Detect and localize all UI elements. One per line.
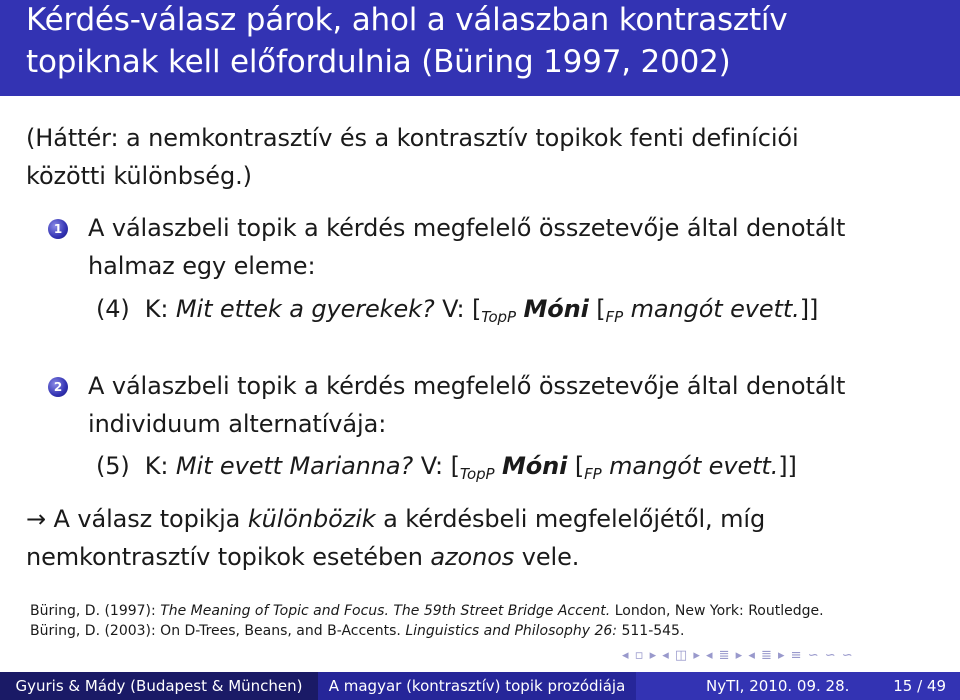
conclusion-emphasis: azonos [430,543,515,571]
topic-word: Móni [502,452,568,480]
conclusion-line-1 [26,505,765,533]
fp-bracket: [ [596,295,606,323]
fp-subscript: FP [605,308,624,326]
footer-bar [0,672,960,700]
conclusion-text: A válasz topikja [53,505,241,533]
closing-brackets: ]] [799,295,819,323]
answer-rest: mangót evett. [630,295,800,323]
enumeration-ball-2: 2 [48,377,68,397]
footer-page-number: 15 / 49 [893,677,946,695]
conclusion-text: vele. [521,543,580,571]
enumeration-ball-1: 1 [48,219,68,239]
item-2-line-2: individuum alternatívája: [88,410,387,438]
intro-line-1: (Háttér: a nemkontrasztív és a kontrasztív topikok fenti definíciói [26,124,799,152]
footer-event-page [636,672,960,700]
answer-prefix: V: [ [420,452,460,480]
beamer-navigation-icons[interactable]: ◂ ▫ ▸ ◂ ◫ ▸ ◂ ≣ ▸ ◂ ≣ ▸ ≡ ∽ ∽ ∽ [622,648,854,663]
fp-subscript: FP [584,465,602,483]
reference-journal: Linguistics and Philosophy 26: [405,623,618,639]
answer-prefix: V: [ [442,295,482,323]
question-prefix: K: [144,452,169,480]
footer-talk-title: A magyar (kontrasztív) topik prozódiája [318,672,636,700]
reference-author: Büring, D. (1997): [30,603,156,619]
item-1-line-1: A válaszbeli topik a kérdés megfelelő összetevője által denotált [88,214,846,242]
question-text: Mit ettek a gyerekek? [175,295,435,323]
arrow-icon: → [26,505,47,533]
title-bar [0,0,960,96]
conclusion-line-2 [26,543,579,571]
example-5 [96,452,797,483]
reference-2 [30,623,684,639]
item-2-line-1: A válaszbeli topik a kérdés megfelelő összetevője által denotált [88,372,846,400]
conclusion-text: a kérdésbeli megfelelőjétől, míg [383,505,766,533]
conclusion-text: nemkontrasztív topikok esetében [26,543,423,571]
intro-line-2: közötti különbség.) [26,162,252,190]
example-4 [96,295,819,326]
reference-author: Büring, D. (2003): On D-Trees, Beans, and B-Accents. [30,623,401,639]
footer-event: NyTI, 2010. 09. 28. [706,677,850,695]
slide-title-line-1: Kérdés-válasz párok, ahol a válaszban kontrasztív [26,2,788,38]
example-label: (4) [96,295,130,323]
answer-rest: mangót evett. [609,452,779,480]
reference-publisher: London, New York: Routledge. [614,603,824,619]
question-prefix: K: [144,295,169,323]
item-1-line-2: halmaz egy eleme: [88,252,316,280]
question-text: Mit evett Marianna? [175,452,414,480]
conclusion-emphasis: különbözik [247,505,376,533]
closing-brackets: ]] [778,452,797,480]
fp-bracket: [ [574,452,585,480]
reference-pages: 511-545. [621,623,685,639]
footer-authors: Gyuris & Mády (Budapest & München) [0,672,318,700]
reference-1 [30,603,824,619]
example-label: (5) [96,452,130,480]
reference-title: The Meaning of Topic and Focus. The 59th Street Bridge Accent. [160,603,611,619]
topic-word: Móni [523,295,589,323]
topp-subscript: TopP [481,308,516,326]
slide-title-line-2: topiknak kell előfordulnia (Büring 1997, 2002) [26,44,731,80]
topp-subscript: TopP [459,465,495,483]
